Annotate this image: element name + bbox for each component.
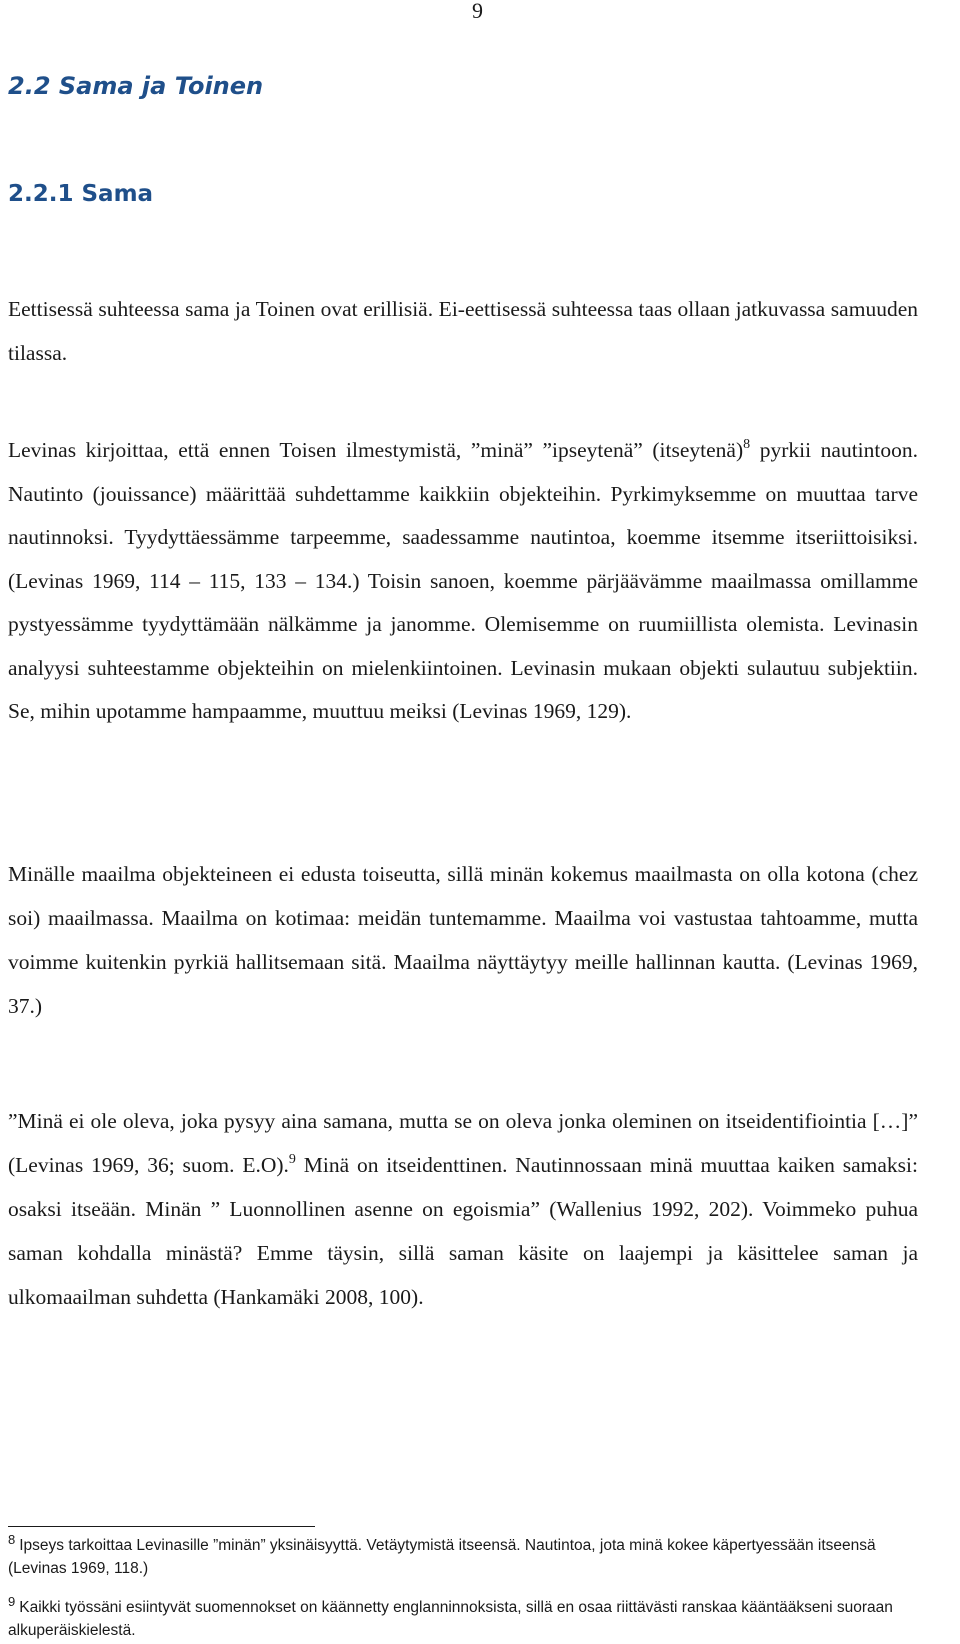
- footnote-9-text: Kaikki työssäni esiintyvät suomennokset on käännetty englanninnoksista, sillä en osaa riittävästi ranskaa kääntääkseni suoraan alkuperäiskielestä.: [8, 1599, 893, 1639]
- paragraph-3: [8, 852, 918, 1028]
- footnote-ref-9[interactable]: 9: [288, 1152, 296, 1167]
- paragraph-3-text: Minälle maailma objekteineen ei edusta toiseutta, sillä minän kokemus maailmasta on olla kotona (chez soi) maailmassa. Maailma on kotimaa: meidän tuntemamme. Maailma voi vastustaa tahtoamme, mutta voimme kuitenkin pyrkiä hallitsemaan sitä. Maailma näyttäytyy meille hallinnan kautta. (Levinas 1969, 37.): [8, 862, 918, 1018]
- paragraph-4-text-a: ”Minä ei ole oleva, joka pysyy aina samana, mutta se on oleva jonka oleminen on itseidentifiointia […]” (Levinas 1969, 36; suom. E.O).: [8, 1109, 918, 1177]
- footnote-ref-8[interactable]: 8: [743, 437, 751, 452]
- paragraph-4: [8, 1099, 918, 1319]
- paragraph-1-text: Eettisessä suhteessa sama ja Toinen ovat erillisiä. Ei-eettisessä suhteessa taas ollaan jatkuvassa samuuden tilassa.: [8, 297, 918, 365]
- paragraph-2: [8, 429, 918, 734]
- paragraph-2-text-a: Levinas kirjoittaa, että ennen Toisen ilmestymistä, ”minä” ”ipseytenä” (itseytenä): [8, 438, 744, 462]
- paragraph-4-text-b: Minä on itseidenttinen. Nautinnossaan minä muuttaa kaiken samaksi: osaksi itseään. Minän ” Luonnollinen asenne on egoismia” (Wallenius 1992, 202). Voimmeko puhua saman kohdalla minästä? Emme täysin, sillä saman käsite on laajempi ja käsittelee saman ja ulkomaailman suhdetta (Hankamäki 2008, 100).: [8, 1153, 918, 1309]
- footnote-8-number: 8: [8, 1532, 16, 1547]
- paragraph-1: [8, 287, 918, 375]
- footnote-8: [8, 1534, 918, 1580]
- footnote-9: [8, 1596, 918, 1642]
- footnote-8-text: Ipseys tarkoittaa Levinasille ”minän” yksinäisyyttä. Vetäytymistä itseensä. Nautintoa, jota minä kokee käpertyessään itseensä (Levinas 1969, 118.): [8, 1537, 876, 1577]
- section-heading: 2.2 Sama ja Toinen: [8, 72, 264, 100]
- footnote-9-number: 9: [8, 1594, 16, 1609]
- subsection-heading: 2.2.1 Sama: [8, 181, 154, 207]
- footnote-separator: [8, 1526, 315, 1527]
- paragraph-2-text-b: pyrkii nautintoon. Nautinto (jouissance) määrittää suhdettamme kaikkiin objekteihin. Pyrkimyksemme on muuttaa tarve nautinnoksi. Tyydyttäessämme tarpeemme, saadessamme nautintoa, koemme itsemme itseriittoisiksi. (Levinas 1969, 114 – 115, 133 – 134.) Toisin sanoen, koemme pärjäävämme maailmassa omillamme pystyessämme tyydyttämään nälkämme ja janomme. Olemisemme on ruumiillista olemista. Levinasin analyysi suhteestamme objekteihin on mielenkiintoinen. Levinasin mukaan objekti sulautuu subjektiin. Se, mihin upotamme hampaamme, muuttuu meiksi (Levinas 1969, 129).: [8, 438, 919, 723]
- page-number: 9: [472, 0, 483, 23]
